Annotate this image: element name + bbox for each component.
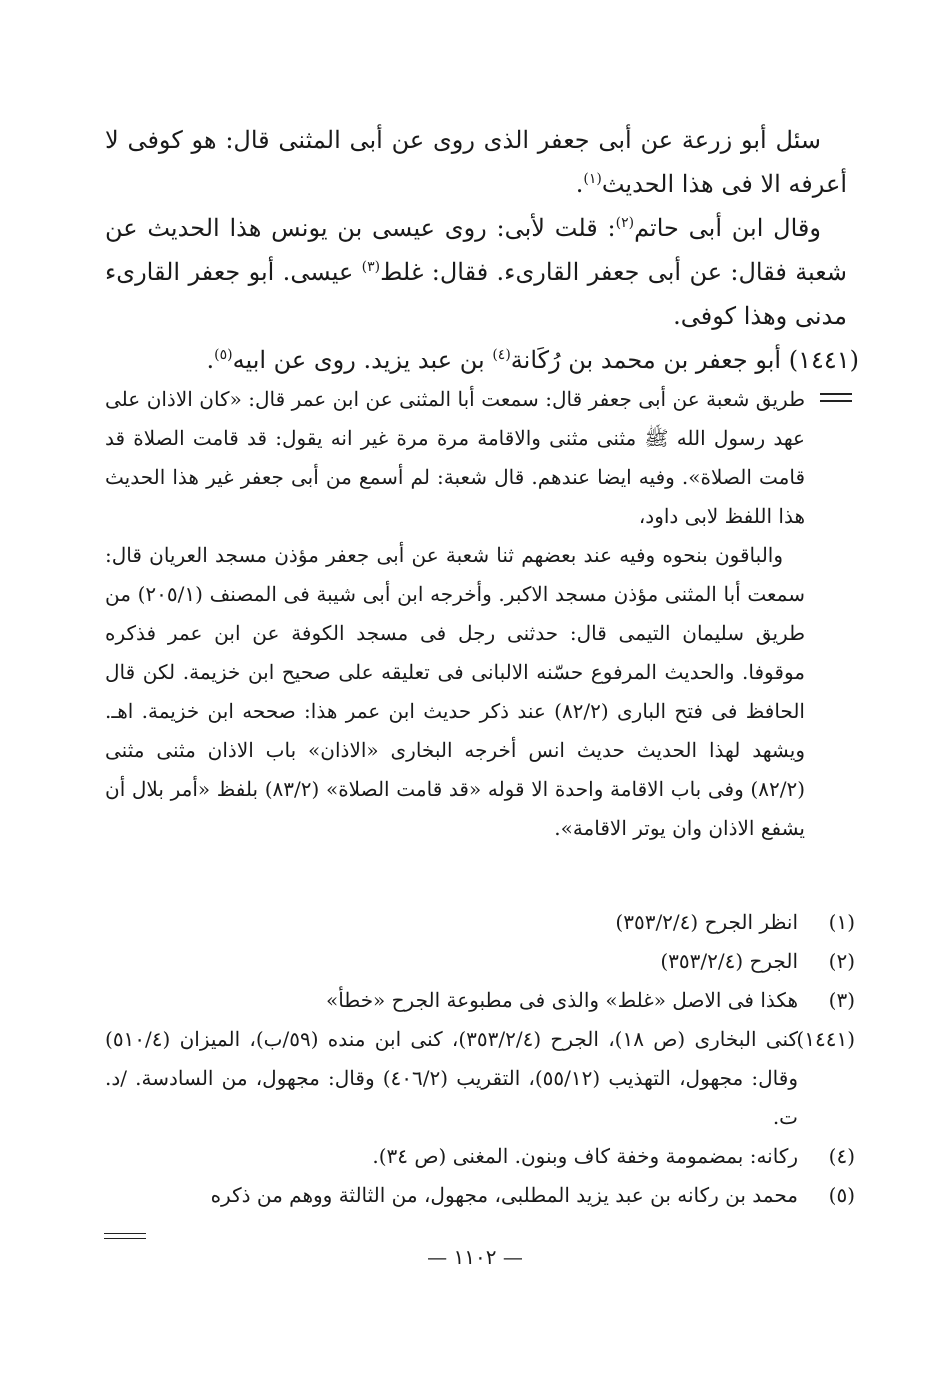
footnote-item	[105, 1137, 855, 1176]
footnote-item	[105, 1176, 855, 1215]
footnote-number: (٣)	[828, 988, 855, 1012]
main-paragraph-1-end: .	[575, 170, 584, 198]
footnote-ref-5: (٥)	[214, 347, 233, 363]
continuation-underline	[104, 1233, 146, 1239]
footnote-number: (١٤٤١)	[796, 1027, 855, 1051]
footnote-item	[105, 903, 855, 942]
footnote-text: انظر الجرح (٣٥٣/٢/٤)	[615, 910, 798, 934]
entry-heading-end: .	[206, 346, 215, 374]
entry-heading-text-b: بن عبد يزيد. روى عن ابيه	[232, 346, 493, 374]
entry-heading-text-a: (١٤٤١) أبو جعفر بن محمد بن رُكَانة	[510, 346, 859, 374]
footnote-text: الجرح (٣٥٣/٢/٤)	[660, 949, 798, 973]
footnote-number: (١)	[828, 910, 855, 934]
footnote-text: هكذا فى الاصل «غلط» والذى فى مطبوعة الجرح «خطأ»	[325, 988, 798, 1012]
main-paragraph-2-text-c: عيسى. أبو جعفر القارىء مدنى وهذا كوفى.	[105, 258, 847, 330]
footnote-item	[105, 942, 855, 981]
footnote-ref-4: (٤)	[492, 347, 511, 363]
main-paragraph-2	[105, 206, 847, 338]
footnote-list	[105, 903, 855, 1215]
entry-heading	[105, 338, 859, 382]
notes-paragraph-2: والباقون بنحوه وفيه عند بعضهم ثنا شعبة عن أبى جعفر مؤذن مسجد العريان قال: سمعت أبا المثنى مؤذن مسجد الاكبر. وأخرجه ابن أبى شيبة فى المصنف (٢٠٥/١) من طريق سليمان التيمى قال: حدثنى رجل فى مسجد الكوفة عن ابن عمر فذكره موقوفا. والحديث المرفوع حسّنه الالبانى فى تعليقه على صحيح ابن خزيمة. لكن قال الحافظ فى فتح البارى (٨٢/٢) عند ذكر حديث ابن عمر هذا: صححه ابن خزيمة. اهـ. ويشهد لهذا الحديث حديث انس أخرجه البخارى «الاذان» باب الاذان مثنى مثنى (٨٢/٢) وفى باب الاقامة واحدة الا قوله «قد قامت الصلاة» (٨٣/٢) بلفظ «أمر بلال أن يشفع الاذان وان يوتر الاقامة».	[105, 543, 806, 840]
main-paragraph-1-text: سئل أبو زرعة عن أبى جعفر الذى روى عن أبى المثنى قال: هو كوفى لا أعرفه الا فى هذا الحديث	[105, 126, 847, 198]
continued-notes	[105, 380, 805, 848]
footnote-item	[105, 1020, 855, 1137]
main-paragraph-2-text-a: وقال ابن أبى حاتم	[634, 214, 821, 242]
page-number: — ١١٠٢ —	[427, 1245, 523, 1269]
footnote-text: محمد بن ركانه بن عبد يزيد المطلبى، مجهول، من الثالثة ووهم من ذكره	[210, 1183, 798, 1207]
footnote-number: (٥)	[828, 1183, 855, 1207]
notes-paragraph-1: طريق شعبة عن أبى جعفر قال: سمعت أبا المثنى عن ابن عمر قال: «كان الاذان على عهد رسول الله ﷺ مثنى مثنى والاقامة مرة مرة غير انه يقول: قد قامت الصلاة قد قامت الصلاة». وفيه ايضا عندهم. قال شعبة: لم أسمع من أبى جعفر غير هذا الحديث هذا اللفظ لابى داود،	[105, 387, 805, 528]
footnote-number: (٢)	[828, 949, 855, 973]
footnote-item	[105, 981, 855, 1020]
main-paragraph-2-text-b: : قلت لأبى: روى عيسى بن يونس هذا الحديث عن شعبة فقال: عن أبى جعفر القارىء. فقال: غلط	[105, 214, 847, 286]
footnote-ref-3: (٣)	[361, 259, 381, 275]
footnote-ref-1: (١)	[583, 171, 602, 187]
notes-divider	[820, 393, 852, 402]
footnote-ref-2: (٢)	[615, 215, 635, 231]
footnote-text: كنى البخارى (ص ١٨)، الجرح (٣٥٣/٢/٤)، كنى ابن منده (٥٩/ب)، الميزان (٥١٠/٤) وقال: مجهول، التهذيب (٥٥/١٢)، التقريب (٤٠٦/٢) وقال: مجهول، من السادسة. /د. ت.	[105, 1027, 798, 1129]
footnote-text: ركانه: بمضمومة وخفة كاف وبنون. المغنى (ص ٣٤).	[372, 1144, 798, 1168]
main-text	[105, 118, 859, 382]
main-paragraph-1	[105, 118, 847, 206]
footnote-number: (٤)	[828, 1144, 855, 1168]
